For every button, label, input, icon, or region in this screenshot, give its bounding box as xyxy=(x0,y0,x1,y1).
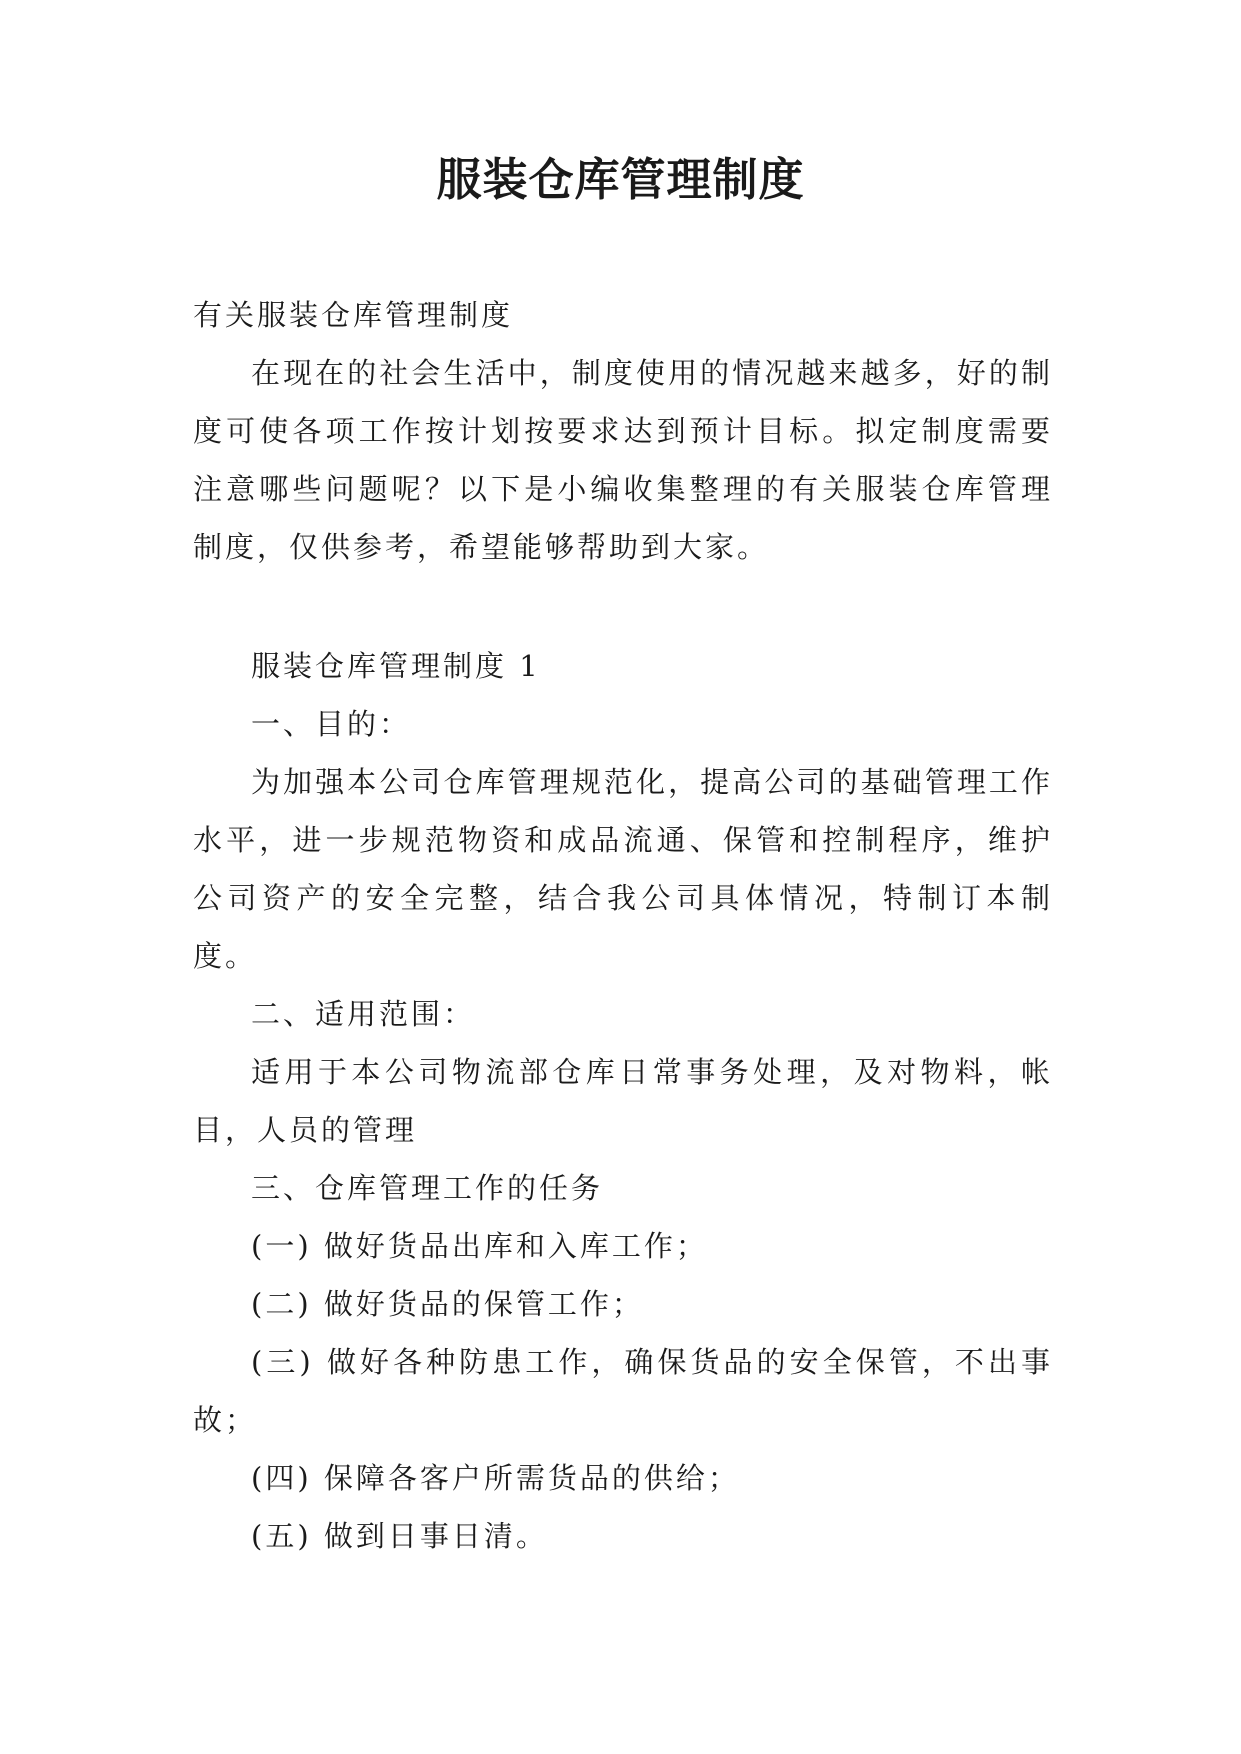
task-item-3: (三) 做好各种防患工作，确保货品的安全保管，不出事故； xyxy=(193,1345,1053,1437)
purpose-heading: 一、目的： xyxy=(251,707,412,741)
tasks-heading: 三、仓库管理工作的任务 xyxy=(251,1171,604,1205)
task-item-4: (四) 保障各客户所需货品的供给； xyxy=(251,1461,740,1495)
scope-heading: 二、适用范围： xyxy=(251,997,476,1031)
intro-section xyxy=(193,344,1053,576)
intro-paragraph: 在现在的社会生活中，制度使用的情况越来越多，好的制度可使各项工作按计划按要求达到预计目标。拟定制度需要注意哪些问题呢？以下是小编收集整理的有关服装仓库管理制度，仅供参考，希望能够帮助到大家。 xyxy=(193,356,1053,564)
document-title: 服装仓库管理制度 xyxy=(436,153,805,206)
purpose-paragraph: 为加强本公司仓库管理规范化，提高公司的基础管理工作水平，进一步规范物资和成品流通、保管和控制程序，维护公司资产的安全完整，结合我公司具体情况，特制订本制度。 xyxy=(193,765,1053,973)
regulation-body xyxy=(193,637,1053,1565)
task-item-1: (一) 做好货品出库和入库工作； xyxy=(251,1229,708,1263)
scope-paragraph: 适用于本公司物流部仓库日常事务处理，及对物料，帐目，人员的管理 xyxy=(193,1055,1053,1147)
section-heading-1: 服装仓库管理制度 1 xyxy=(251,649,541,683)
task-item-2: (二) 做好货品的保管工作； xyxy=(251,1287,644,1321)
document-subtitle: 有关服装仓库管理制度 xyxy=(193,298,514,332)
task-item-5: (五) 做到日事日清。 xyxy=(251,1519,548,1553)
